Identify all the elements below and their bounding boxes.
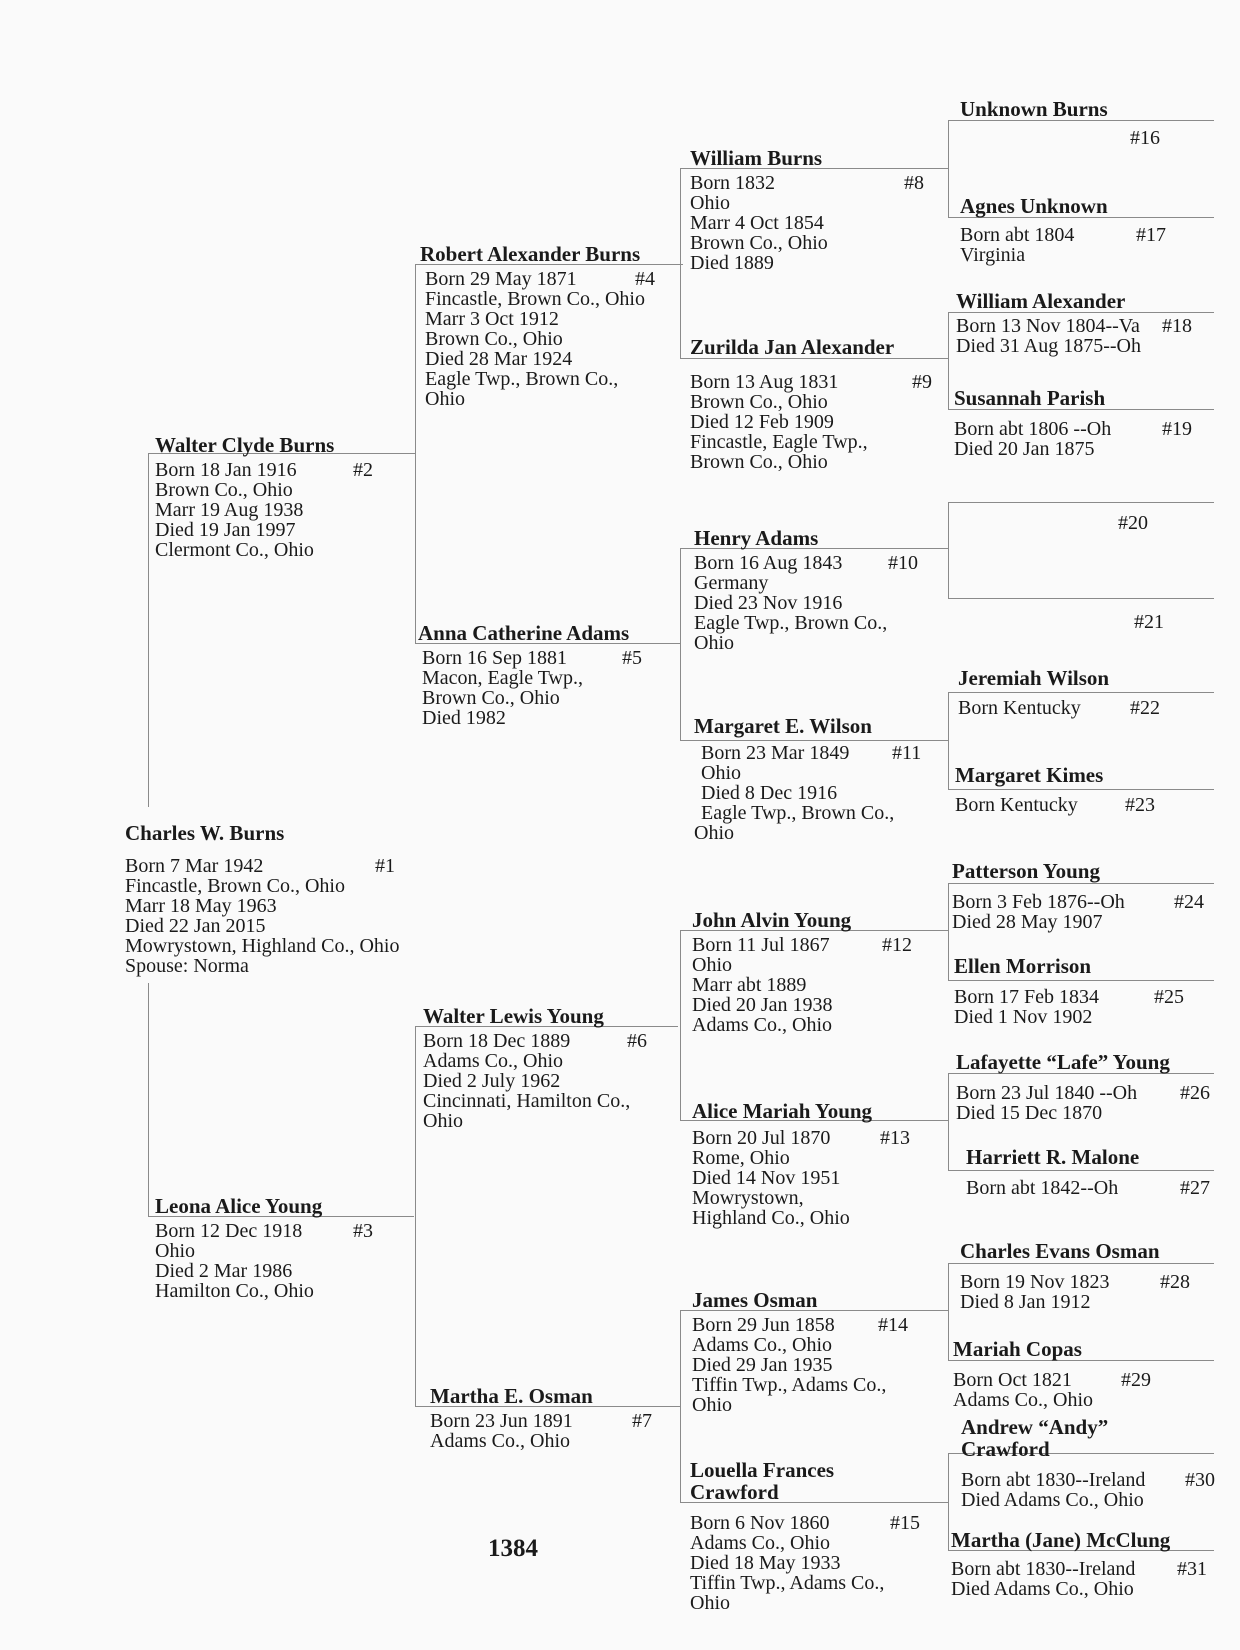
person-24 [952,860,1220,932]
detail-line: Virginia [960,244,1026,266]
detail-line: Born 23 Jun 1891 [430,1410,573,1432]
detail-line: Adams Co., Ohio [430,1430,570,1452]
person-14 [692,1289,950,1415]
detail-line: Fincastle, Brown Co., Ohio [125,875,345,897]
person-name: Charles Evans Osman [960,1239,1160,1263]
detail-line: Brown Co., Ohio [425,328,563,350]
page-number: 1384 [488,1535,538,1562]
person-10 [694,527,950,653]
detail-line: Brown Co., Ohio [690,391,828,413]
person-number: #23 [1125,794,1155,816]
detail-line: Mowrystown, Highland Co., Ohio [125,935,400,957]
detail-line: Born 13 Aug 1831 [690,371,839,393]
person-number: #8 [904,172,924,194]
detail-line: Ohio [423,1110,463,1132]
detail-line: Born 16 Aug 1843 [694,552,843,574]
person-name: Anna Catherine Adams [418,621,630,645]
person-number: #14 [878,1314,908,1336]
person-27 [966,1146,1224,1198]
detail-line: Hamilton Co., Ohio [155,1280,314,1302]
detail-line: Died 23 Nov 1916 [694,592,843,614]
person-name: Mariah Copas [953,1337,1082,1361]
person-22 [958,667,1220,718]
person-number: #22 [1130,697,1160,719]
detail-line: Marr 18 May 1963 [125,895,277,917]
detail-line: Ohio [692,954,732,976]
detail-line: Brown Co., Ohio [155,479,293,501]
person-number: #30 [1185,1469,1215,1491]
person-21-number: #21 [1134,611,1164,633]
detail-line: Born 29 Jun 1858 [692,1314,835,1336]
detail-line: Died 8 Dec 1916 [701,782,838,804]
detail-line: Ohio [690,192,730,214]
person-11 [694,715,950,843]
person-number: #11 [892,742,922,764]
detail-line: Died 2 July 1962 [423,1070,561,1092]
detail-line: Tiffin Twp., Adams Co., [692,1374,887,1396]
person-7 [430,1385,685,1451]
detail-line: Brown Co., Ohio [690,451,828,473]
person-number: #9 [912,371,932,393]
detail-line: Died 22 Jan 2015 [125,915,266,937]
detail-line: Died 1 Nov 1902 [954,1006,1093,1028]
person-name: James Osman [692,1288,818,1312]
person-number: #29 [1121,1369,1151,1391]
detail-line: Born abt 1842--Oh [966,1177,1119,1199]
person-number: #25 [1154,986,1184,1008]
person-name: Unknown Burns [960,97,1108,121]
detail-line: Macon, Eagle Twp., [422,667,583,689]
person-29 [953,1338,1220,1410]
detail-line: Adams Co., Ohio [692,1014,832,1036]
detail-line: Born abt 1830--Ireland [961,1469,1146,1491]
detail-line: Ohio [155,1240,195,1262]
detail-line: Died Adams Co., Ohio [961,1489,1144,1511]
person-name: William Alexander [956,289,1126,313]
detail-line: Brown Co., Ohio [422,687,560,709]
detail-line: Rome, Ohio [692,1147,790,1169]
detail-line: Ohio [701,762,741,784]
detail-line: Mowrystown, [692,1187,804,1209]
person-6 [423,1005,688,1131]
person-4 [420,243,685,409]
detail-line: Died 1889 [690,252,774,274]
detail-line: Tiffin Twp., Adams Co., [690,1572,885,1594]
detail-line: Born Kentucky [955,794,1078,816]
detail-line: Eagle Twp., Brown Co., [425,368,619,390]
detail-line: Ohio [425,388,465,410]
detail-line: Born 6 Nov 1860 [690,1512,830,1534]
connector [948,502,1214,503]
person-26 [956,1051,1226,1123]
connector [148,453,149,807]
detail-line: Spouse: Norma [125,955,249,977]
person-name: Alice Mariah Young [692,1099,873,1123]
person-number: #31 [1177,1558,1207,1580]
person-name: Andrew “Andy” Crawford [961,1415,1109,1461]
detail-line: Ohio [692,1394,732,1416]
person-name: Agnes Unknown [960,194,1108,218]
person-name: John Alvin Young [692,908,852,932]
detail-line: Fincastle, Brown Co., Ohio [425,288,645,310]
detail-line: Born 16 Sep 1881 [422,647,567,669]
detail-line: Marr 4 Oct 1854 [690,212,824,234]
person-9 [690,336,950,472]
detail-line: Eagle Twp., Brown Co., [701,802,895,824]
person-28 [960,1240,1220,1312]
person-5 [418,622,683,728]
detail-line: Born 7 Mar 1942 [125,855,264,877]
person-number: #16 [1130,127,1160,149]
detail-line: Born 12 Dec 1918 [155,1220,303,1242]
person-25 [954,955,1220,1027]
detail-line: Died 1982 [422,707,506,729]
detail-line: Marr 19 Aug 1938 [155,499,304,521]
person-number: #24 [1174,891,1204,913]
person-name: Susannah Parish [954,386,1106,410]
detail-line: Born 23 Mar 1849 [701,742,850,764]
detail-line: Born abt 1804 [960,224,1075,246]
person-19 [954,387,1220,459]
connector [148,983,149,1216]
detail-line: Died 14 Nov 1951 [692,1167,841,1189]
person-number: #1 [375,855,395,877]
person-name: Lafayette “Lafe” Young [956,1050,1170,1074]
detail-line: Died 20 Jan 1875 [954,438,1095,460]
person-number: #7 [632,1410,652,1432]
detail-line: Adams Co., Ohio [423,1050,563,1072]
person-name: Patterson Young [952,859,1100,883]
person-name: Louella Frances Crawford [690,1458,835,1504]
person-name: Harriett R. Malone [966,1145,1140,1169]
detail-line: Clermont Co., Ohio [155,539,314,561]
detail-line: Died 8 Jan 1912 [960,1291,1091,1313]
person-name: Robert Alexander Burns [420,242,641,266]
detail-line: Eagle Twp., Brown Co., [694,612,888,634]
person-number: #28 [1160,1271,1190,1293]
person-2 [155,434,415,560]
connector [415,264,416,643]
detail-line: Brown Co., Ohio [690,232,828,254]
person-8 [690,147,950,273]
person-number: #13 [880,1127,910,1149]
detail-line: Died 28 Mar 1924 [425,348,573,370]
person-15 [690,1459,948,1613]
person-number: #15 [890,1512,920,1534]
person-18 [956,290,1220,356]
person-name: Leona Alice Young [155,1194,323,1218]
detail-line: Born Oct 1821 [953,1369,1072,1391]
detail-line: Highland Co., Ohio [692,1207,850,1229]
person-name: Henry Adams [694,526,819,550]
detail-line: Born 1832 [690,172,775,194]
detail-line: Born 18 Jan 1916 [155,459,297,481]
person-16 [960,97,1220,149]
detail-line: Born 11 Jul 1867 [692,934,830,956]
detail-line: Born abt 1806 --Oh [954,418,1112,440]
person-17 [960,195,1220,265]
detail-line: Ohio [690,1592,730,1614]
detail-line: Born 20 Jul 1870 [692,1127,831,1149]
person-name: Jeremiah Wilson [958,666,1110,690]
person-number: #6 [627,1030,647,1052]
person-number: #19 [1162,418,1192,440]
detail-line: Born 29 May 1871 [425,268,577,290]
detail-line: Died Adams Co., Ohio [951,1578,1134,1600]
detail-line: Born Kentucky [958,697,1081,719]
detail-line: Died 20 Jan 1938 [692,994,833,1016]
person-name: Walter Clyde Burns [155,433,335,457]
person-13 [692,1100,950,1228]
connector [948,598,1214,599]
person-name: Walter Lewis Young [423,1004,604,1028]
person-name: Charles W. Burns [125,821,285,845]
person-3 [155,1195,415,1301]
detail-line: Fincastle, Eagle Twp., [690,431,868,453]
detail-line: Died 28 May 1907 [952,911,1103,933]
detail-line: Cincinnati, Hamilton Co., [423,1090,631,1112]
person-23 [955,764,1220,815]
person-number: #4 [635,268,655,290]
connector [948,1453,949,1550]
person-number: #27 [1180,1177,1210,1199]
detail-line: Born 18 Dec 1889 [423,1030,571,1052]
detail-line: Died 29 Jan 1935 [692,1354,833,1376]
detail-line: Born abt 1830--Ireland [951,1558,1136,1580]
detail-line: Died 12 Feb 1909 [690,411,834,433]
person-number: #3 [353,1220,373,1242]
detail-line: Born 17 Feb 1834 [954,986,1099,1008]
detail-line: Ohio [694,632,734,654]
detail-line: Marr 3 Oct 1912 [425,308,559,330]
person-number: #26 [1180,1082,1210,1104]
person-number: #12 [882,934,912,956]
person-number: #17 [1136,224,1166,246]
detail-line: Marr abt 1889 [692,974,807,996]
person-1 [125,822,445,976]
person-31 [951,1529,1221,1599]
person-number: #18 [1162,315,1192,337]
detail-line: Adams Co., Ohio [953,1389,1093,1411]
detail-line: Died 18 May 1933 [690,1552,841,1574]
person-name: Martha (Jane) McClung [951,1528,1171,1552]
detail-line: Born 19 Nov 1823 [960,1271,1110,1293]
detail-line: Germany [694,572,769,594]
detail-line: Adams Co., Ohio [690,1532,830,1554]
detail-line: Died 2 Mar 1986 [155,1260,293,1282]
detail-line: Born 3 Feb 1876--Oh [952,891,1125,913]
person-30 [961,1416,1231,1510]
person-number: #5 [622,647,642,669]
detail-line: Born 23 Jul 1840 --Oh [956,1082,1138,1104]
person-name: Martha E. Osman [430,1384,593,1408]
person-name: Zurilda Jan Alexander [690,335,895,359]
person-name: William Burns [690,146,823,170]
connector [415,1026,416,1406]
detail-line: Died 15 Dec 1870 [956,1102,1103,1124]
person-12 [692,909,950,1035]
detail-line: Died 19 Jan 1997 [155,519,296,541]
detail-line: Adams Co., Ohio [692,1334,832,1356]
person-number: #10 [888,552,918,574]
person-name: Ellen Morrison [954,954,1092,978]
person-number: #2 [353,459,373,481]
detail-line: Died 31 Aug 1875--Oh [956,335,1141,357]
detail-line: Born 13 Nov 1804--Va [956,315,1140,337]
person-20-number: #20 [1118,512,1148,534]
person-name: Margaret Kimes [955,763,1104,787]
person-name: Margaret E. Wilson [694,714,872,738]
detail-line: Ohio [694,822,734,844]
